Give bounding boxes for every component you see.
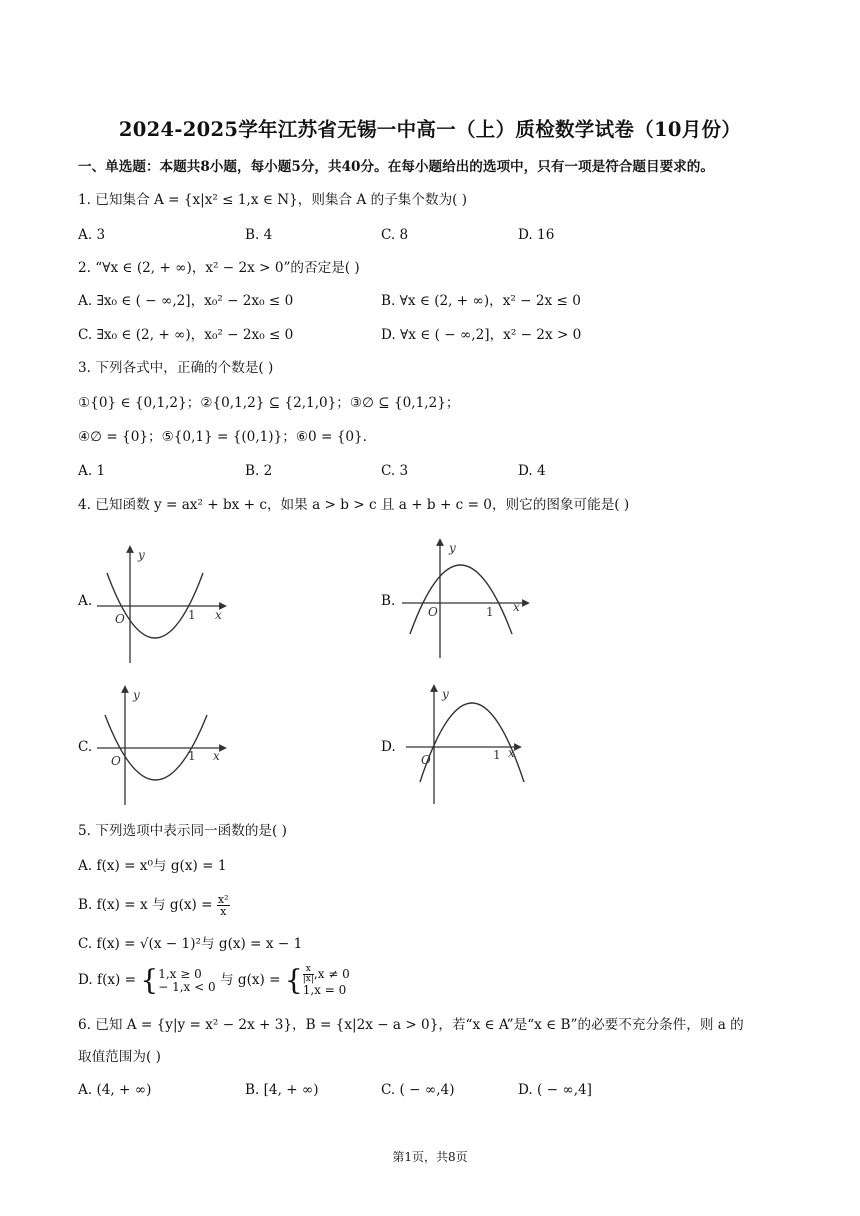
graph-a-one: 1 <box>188 608 196 622</box>
q4-option-a: A. <box>78 593 93 609</box>
q5-option-c: C. f(x) = √(x − 1)²与 g(x) = x − 1 <box>78 936 303 952</box>
q5-option-b: B. f(x) = x 与 g(x) = $\frac{\text{x²}}{x}$ <box>78 893 229 918</box>
graph-c-y-label: y <box>133 688 140 702</box>
graph-d-one: 1 <box>493 748 501 762</box>
graph-b-y-label: y <box>449 541 456 555</box>
q3-statements-2: ④∅ = {0}；⑤{0,1} = {(0,1)}；⑥0 = {0}. <box>78 429 367 445</box>
q4-option-b: B. <box>381 593 396 609</box>
q2-option-c: C. ∃x₀ ∈ (2, + ∞)，x₀² − 2x₀ ≤ 0 <box>78 327 294 343</box>
graph-d <box>400 682 535 807</box>
graph-b-origin: O <box>428 605 438 619</box>
question-1-stem: 1. 已知集合 A = {x|x² ≤ 1,x ∈ N}，则集合 A 的子集个数为( ) <box>78 192 468 208</box>
graph-a-y-label: y <box>138 548 145 562</box>
q4-option-c: C. <box>78 739 93 755</box>
page-footer: 第1页，共8页 <box>392 1150 468 1164</box>
q2-option-a: A. ∃x₀ ∈ ( − ∞,2]，x₀² − 2x₀ ≤ 0 <box>78 293 294 309</box>
q6-option-d: D. ( − ∞,4] <box>518 1082 592 1098</box>
section-heading: 一、单选题：本题共8小题，每小题5分，共40分。在每小题给出的选项中，只有一项是符合题目要求的。 <box>78 159 714 175</box>
graph-d-origin: O <box>421 753 431 767</box>
q1-option-c: C. 8 <box>381 227 409 243</box>
q1-option-a: A. 3 <box>78 227 106 243</box>
question-5-stem: 5. 下列选项中表示同一函数的是( ) <box>78 823 287 839</box>
graph-c-origin: O <box>111 754 121 768</box>
q3-option-d: D. 4 <box>518 463 546 479</box>
graph-d-y-label: y <box>442 687 449 701</box>
graph-c-x-label: x <box>213 749 220 763</box>
q3-statements-1: ①{0} ∈ {0,1,2}；②{0,1,2} ⊆ {2,1,0}；③∅ ⊆ {0,1,2}； <box>78 395 460 411</box>
q5-d-f-cases: 1,x ≥ 0 − 1,x < 0 <box>158 966 216 994</box>
graph-c <box>95 685 230 810</box>
question-6-stem-line1: 6. 已知 A = {y|y = x² − 2x + 3}，B = {x|2x − a > 0}，若“x ∈ A”是“x ∈ B”的必要不充分条件，则 a 的 <box>78 1017 744 1033</box>
q4-option-d: D. <box>381 739 396 755</box>
graph-d-x-label: x <box>508 746 515 760</box>
q1-option-d: D. 16 <box>518 227 555 243</box>
graph-b-x-label: x <box>513 600 520 614</box>
question-4-stem: 4. 已知函数 y = ax² + bx + c，如果 a > b > c 且 a + b + c = 0，则它的图象可能是( ) <box>78 497 630 513</box>
q5-option-d: D. f(x) = { 1,x ≥ 0 − 1,x < 0 与 g(x) = { $\frac{x}{|x|}$ ,x ≠ 0 1,x = 0 <box>78 963 350 997</box>
question-6-stem-line2: 取值范围为( ) <box>78 1049 161 1065</box>
q6-option-c: C. ( − ∞,4) <box>381 1082 455 1098</box>
q2-option-b: B. ∀x ∈ (2, + ∞)，x² − 2x ≤ 0 <box>381 293 581 309</box>
q3-option-b: B. 2 <box>245 463 273 479</box>
graph-a-origin: O <box>115 612 125 626</box>
graph-a-x-label: x <box>215 608 222 622</box>
question-3-stem: 3. 下列各式中，正确的个数是( ) <box>78 360 274 376</box>
q2-option-d: D. ∀x ∈ ( − ∞,2]，x² − 2x > 0 <box>381 327 582 343</box>
question-2-stem: 2. “∀x ∈ (2, + ∞)，x² − 2x > 0”的否定是( ) <box>78 260 360 276</box>
exam-title: 2024-2025学年江苏省无锡一中高一（上）质检数学试卷（10月份） <box>118 118 742 141</box>
q3-option-a: A. 1 <box>78 463 106 479</box>
q5-b-fraction: $\frac{\text{x²}}{x}$ <box>217 893 229 918</box>
graph-b-one: 1 <box>486 605 494 619</box>
graph-c-one: 1 <box>188 749 196 763</box>
q6-option-b: B. [4, + ∞) <box>245 1082 319 1098</box>
graph-a <box>95 543 230 668</box>
q6-option-a: A. (4, + ∞) <box>78 1082 152 1098</box>
q3-option-c: C. 3 <box>381 463 409 479</box>
graph-b <box>400 536 535 661</box>
q5-d-g-cases: $\frac{x}{|x|}$ ,x ≠ 0 1,x = 0 <box>302 963 350 997</box>
q5-option-a: A. f(x) = x⁰与 g(x) = 1 <box>78 858 227 874</box>
q1-option-b: B. 4 <box>245 227 273 243</box>
